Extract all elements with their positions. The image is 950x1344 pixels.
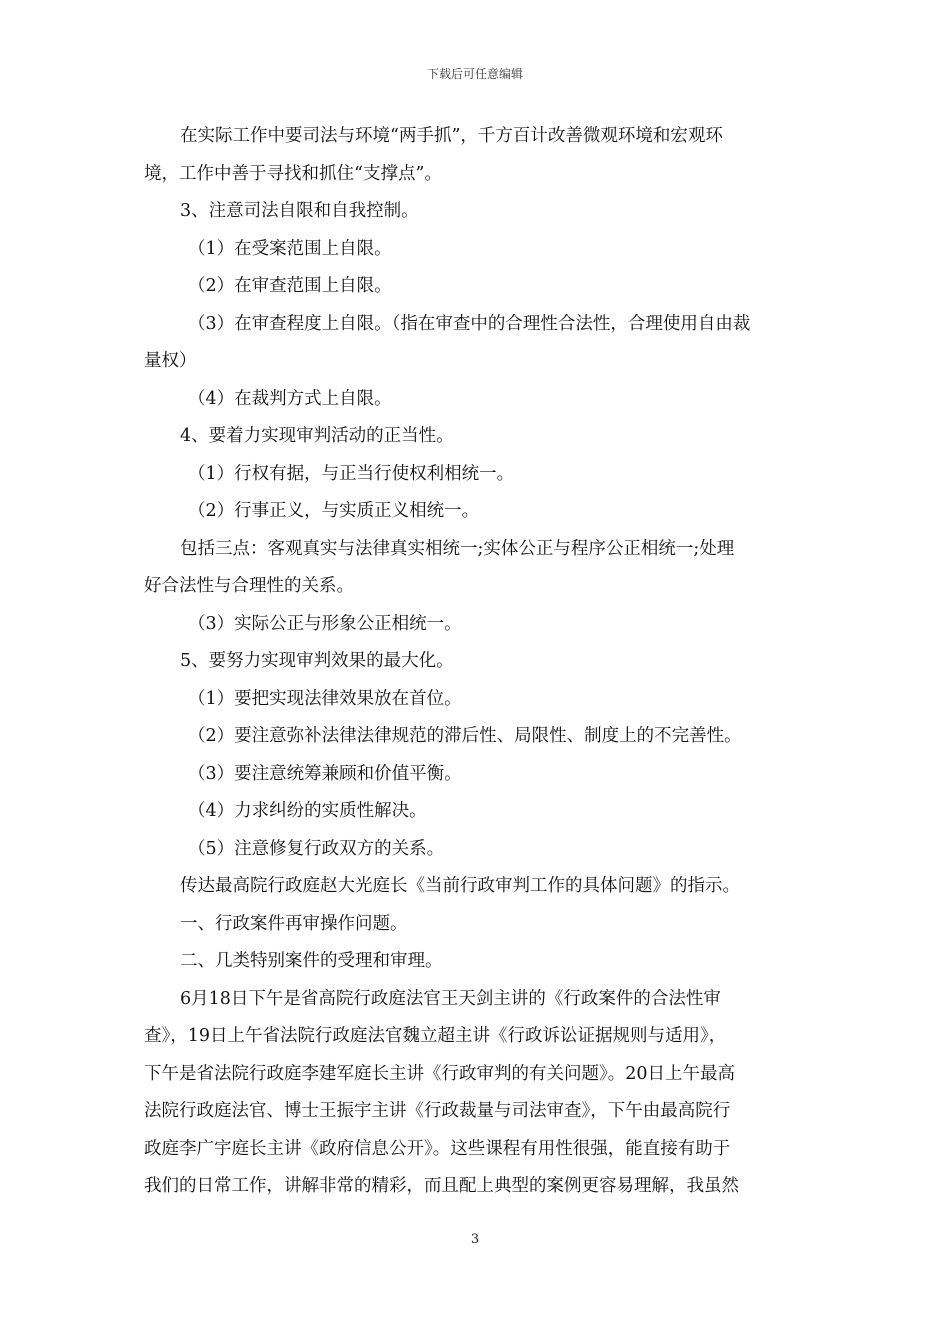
paragraph xyxy=(144,118,808,193)
list-item: （4）在裁判方式上自限。 xyxy=(188,388,392,409)
list-item: （1）要把实现法律效果放在首位。 xyxy=(188,688,462,709)
list-item: （1）在受案范围上自限。 xyxy=(188,238,392,259)
paragraph-line: 好合法性与合理性的关系。 xyxy=(144,576,354,596)
paragraph xyxy=(144,981,808,1206)
section-heading: 二、几类特别案件的受理和审理。 xyxy=(180,951,443,971)
paragraph-line: 量权） xyxy=(144,351,197,371)
list-item: （2）在审查范围上自限。 xyxy=(188,276,392,296)
page-number: 3 xyxy=(470,1232,480,1247)
paragraph-line: 查》，19日上午省法院行政庭法官魏立超主讲《行政诉讼证据规则与适用》， xyxy=(144,1026,727,1046)
section-heading: 5、要努力实现审判效果的最大化。 xyxy=(180,651,454,671)
paragraph: 传达最高院行政庭赵大光庭长《当前行政审判工作的具体问题》的指示。 xyxy=(180,876,740,896)
section-heading: 4、要着力实现审判活动的正当性。 xyxy=(180,426,454,446)
list-item: （5）注意修复行政双方的关系。 xyxy=(188,838,445,859)
paragraph-line: 境，工作中善于寻找和抓住“支撑点”。 xyxy=(144,163,442,184)
paragraph-line: 在实际工作中要司法与环境“两手抓”，千方百计改善微观环境和宏观环 xyxy=(180,126,723,146)
paragraph-line: 法院行政庭法官、博士王振宇主讲《行政裁量与司法审查》，下午由最高院行 xyxy=(144,1101,731,1121)
list-item: （1）行权有据，与正当行使权利相统一。 xyxy=(188,463,515,484)
list-item: （3）实际公正与形象公正相统一。 xyxy=(188,613,462,634)
paragraph-line: （3）在审查程度上自限。（指在审查中的合理性合法性，合理使用自由裁 xyxy=(188,313,751,334)
section-heading: 一、行政案件再审操作问题。 xyxy=(180,913,408,934)
list-item xyxy=(144,306,808,381)
document-body xyxy=(144,118,808,1206)
list-item: （3）要注意统筹兼顾和价值平衡。 xyxy=(188,763,462,784)
list-item: （4）力求纠纷的实质性解决。 xyxy=(188,801,427,821)
paragraph-line: 我们的日常工作，讲解非常的精彩，而且配上典型的案例更容易理解，我虽然 xyxy=(144,1176,739,1196)
list-item: （2）行事正义，与实质正义相统一。 xyxy=(188,501,480,521)
page-header: 下载后可任意编辑 xyxy=(426,67,523,81)
paragraph-line: 政庭李广宇庭长主讲《政府信息公开》。这些课程有用性很强，能直接有助于 xyxy=(144,1138,731,1159)
paragraph-line: 包括三点：客观真实与法律真实相统一;实体公正与程序公正相统一;处理 xyxy=(180,538,735,559)
paragraph-line: 6月18日下午是省高院行政庭法官王天剑主讲的《行政案件的合法性审 xyxy=(180,988,721,1009)
paragraph-line: 下午是省法院行政庭李建军庭长主讲《行政审判的有关问题》。20日上午最高 xyxy=(144,1063,736,1084)
list-item: （2）要注意弥补法律法律规范的滞后性、局限性、制度上的不完善性。 xyxy=(188,726,742,746)
section-heading: 3、注意司法自限和自我控制。 xyxy=(180,201,419,221)
paragraph xyxy=(144,531,808,606)
